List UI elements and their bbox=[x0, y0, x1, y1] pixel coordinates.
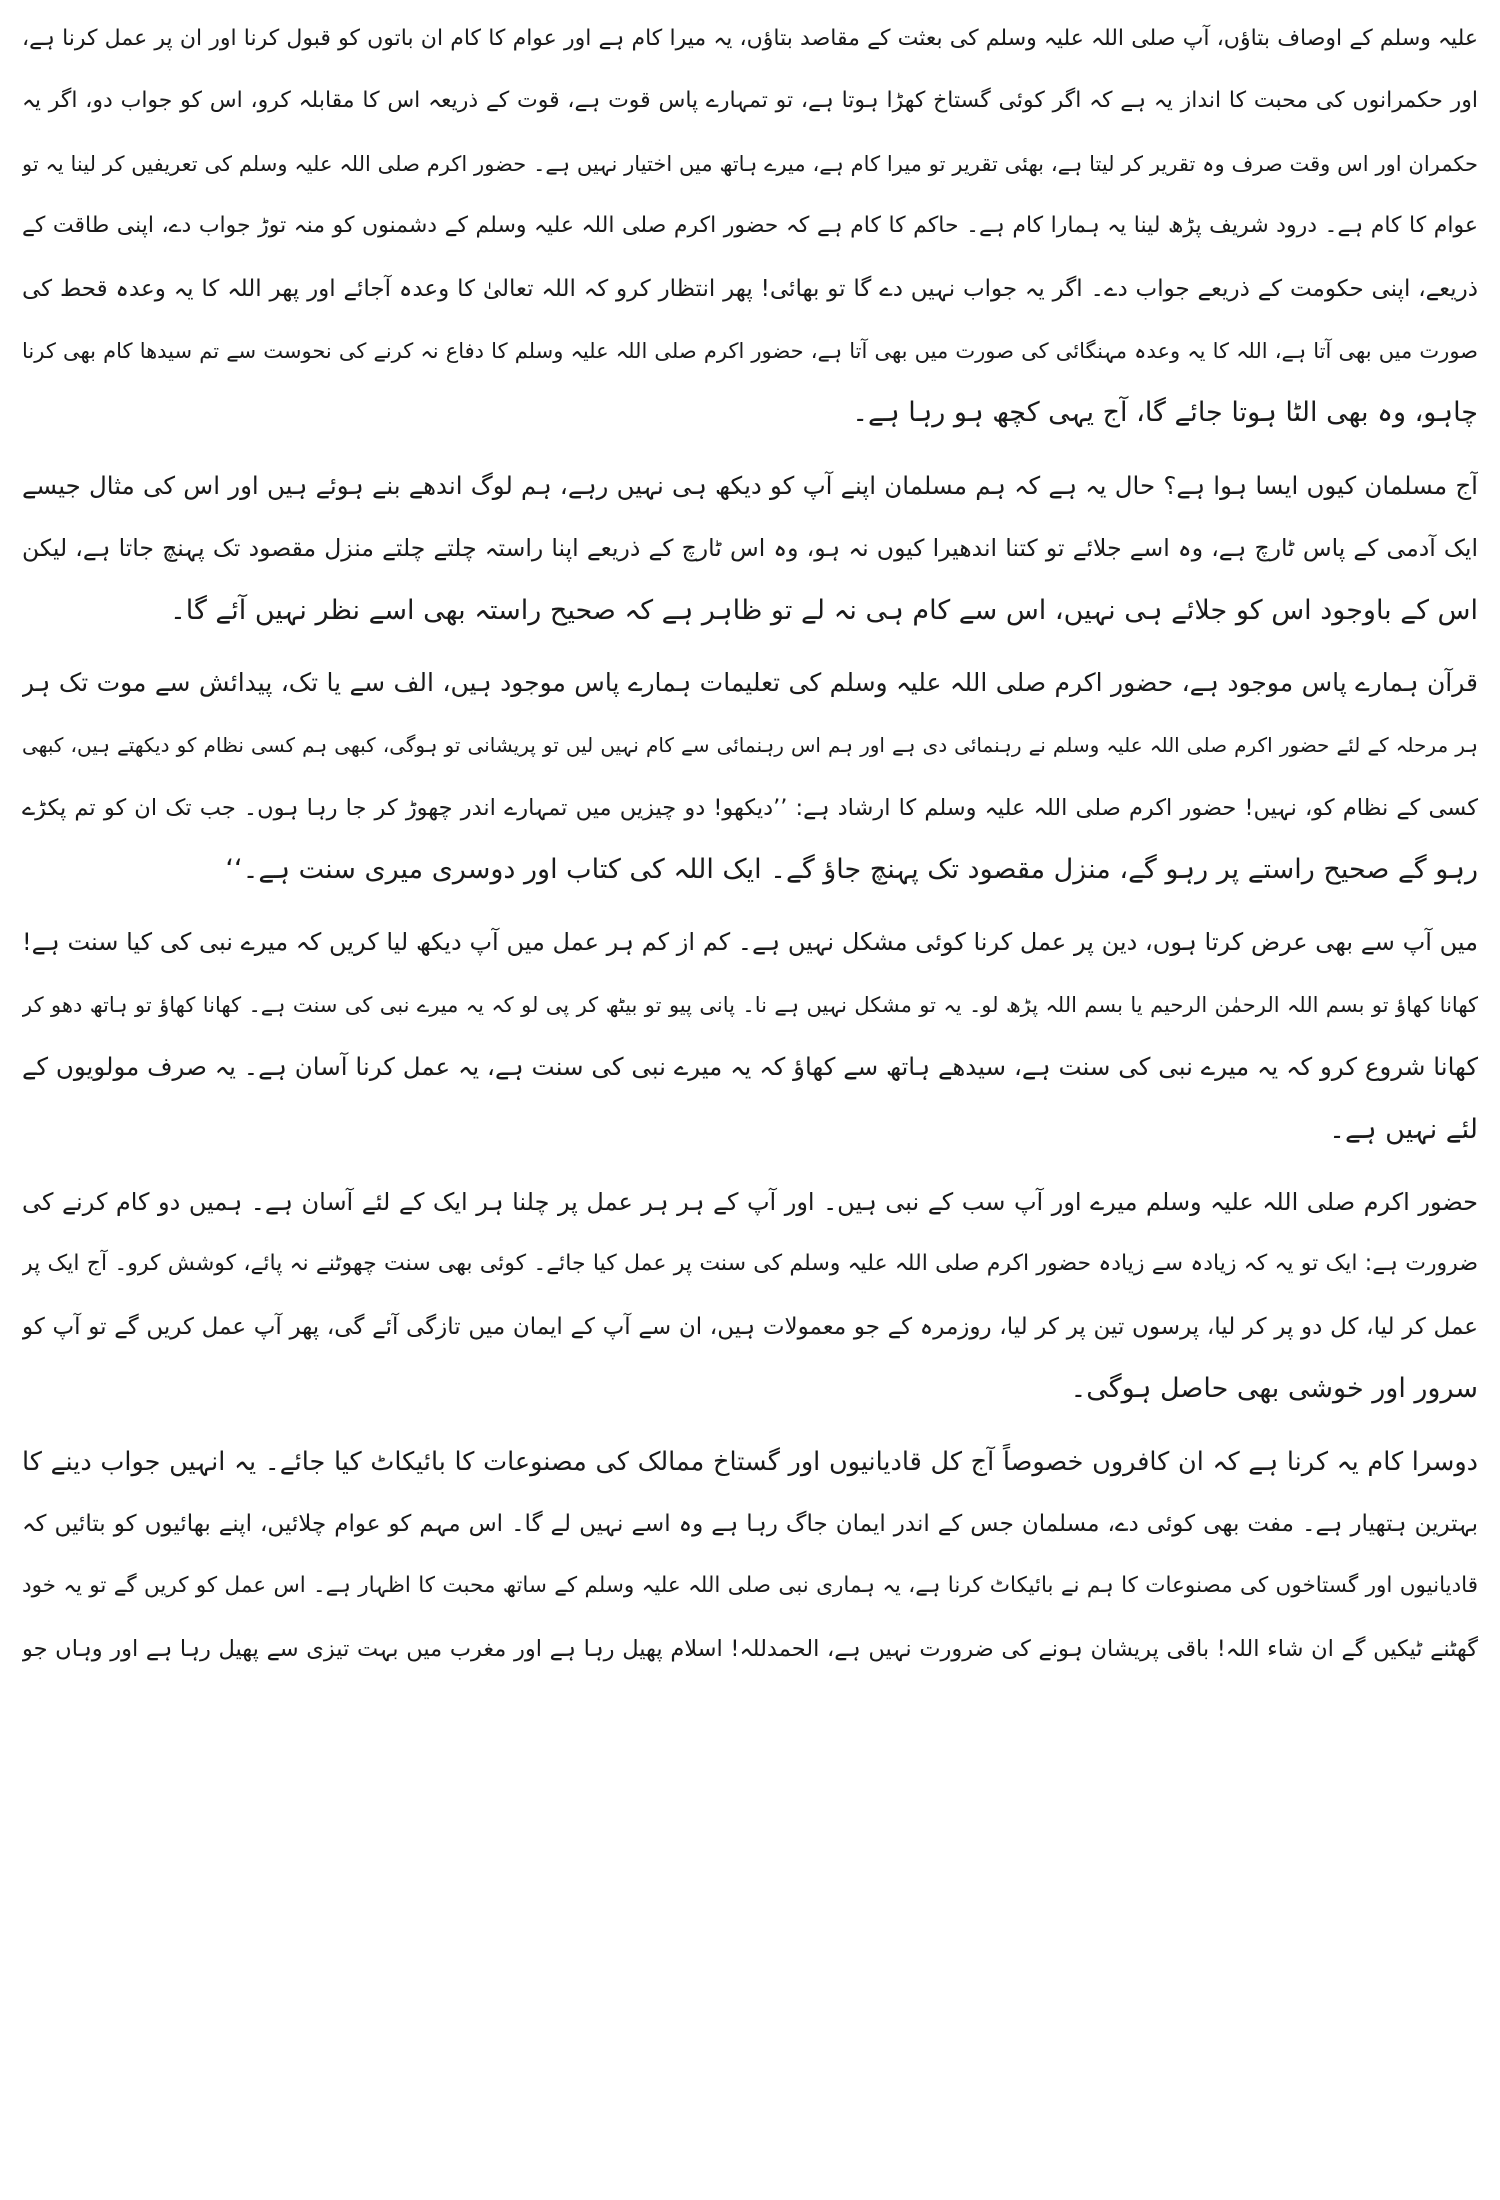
paragraph-5 bbox=[22, 1171, 1478, 1421]
text-line: قادیانیوں اور گستاخوں کی مصنوعات کا ہم نے بائیکاٹ کرنا ہے، یہ ہماری نبی صلی اللہ علیہ وسلم کے ساتھ محبت کا اظہار ہے۔ اس عمل کو کریں گے تو یہ خود bbox=[22, 1573, 1478, 1599]
text-line: صورت میں بھی آتا ہے، اللہ کا یہ وعدہ مہنگائی کی صورت میں بھی آتا ہے، حضور اکرم صلی اللہ علیہ وسلم کا دفاع نہ کرنے کی نحوست سے تم سیدھا کام بھی کرنا bbox=[22, 338, 1478, 363]
text-line: دوسرا کام یہ کرنا ہے کہ ان کافروں خصوصاً آج کل قادیانیوں اور گستاخ ممالک کی مصنوعات کا بائیکاٹ کیا جائے۔ یہ انہیں جواب دینے کا bbox=[22, 1446, 1478, 1477]
text-line: لئے نہیں ہے۔ bbox=[1329, 1113, 1478, 1145]
text-line: رہو گے صحیح راستے پر رہو گے، منزل مقصود تک پہنچ جاؤ گے۔ ایک اللہ کی کتاب اور دوسری میری سنت ہے۔‘‘ bbox=[225, 854, 1478, 886]
text-line: حضور اکرم صلی اللہ علیہ وسلم میرے اور آپ سب کے نبی ہیں۔ اور آپ کے ہر ہر عمل پر چلنا ہر ایک کے لئے آسان ہے۔ ہمیں دو کام کرنے کی bbox=[22, 1188, 1478, 1217]
text-line: کھانا کھاؤ تو بسم اللہ الرحمٰن الرحیم یا بسم اللہ پڑھ لو۔ یہ تو مشکل نہیں ہے نا۔ پانی پیو تو بیٹھ کر پی لو کہ یہ میرے نبی کی سنت ہے۔ کھانا کھاؤ تو ہاتھ دھو کر bbox=[22, 992, 1478, 1017]
text-line: کھانا شروع کرو کہ یہ میرے نبی کی سنت ہے، سیدھے ہاتھ سے کھاؤ کہ یہ میرے نبی کی سنت ہے، یہ عمل کرنا آسان ہے۔ یہ صرف مولویوں کے bbox=[22, 1052, 1478, 1082]
text-line: عوام کا کام ہے۔ درود شریف پڑھ لینا یہ ہمارا کام ہے۔ حاکم کا کام ہے کہ حضور اکرم صلی اللہ علیہ وسلم کے دشمنوں کو منہ توڑ جواب دے، اپنی طاقت کے bbox=[22, 213, 1478, 239]
text-line: اور حکمرانوں کی محبت کا انداز یہ ہے کہ اگر کوئی گستاخ کھڑا ہوتا ہے، تو تمہارے پاس قوت ہے، قوت کے ذریعہ اس کا مقابلہ کرو، اس کو جواب دو، اگر یہ bbox=[22, 88, 1478, 114]
text-line: ہر مرحلہ کے لئے حضور اکرم صلی اللہ علیہ وسلم نے رہنمائی دی ہے اور ہم اس رہنمائی سے کام نہیں لیں تو پریشانی تو ہوگی، کبھی ہم کسی نظام کو دیکھتے ہیں، کبھی bbox=[22, 733, 1478, 758]
text-line: اس کے باوجود اس کو جلائے ہی نہیں، اس سے کام ہی نہ لے تو ظاہر ہے کہ صحیح راستہ بھی اسے نظر نہیں آئے گا۔ bbox=[169, 594, 1478, 626]
text-line: عمل کر لیا، کل دو پر کر لیا، پرسوں تین پر کر لیا، روزمرہ کے جو معمولات ہیں، ان سے آپ کے ایمان میں تازگی آئے گی، پھر آپ عمل کریں گے تو آپ کو bbox=[22, 1313, 1478, 1340]
paragraph-4 bbox=[22, 911, 1478, 1161]
paragraph-3 bbox=[22, 652, 1478, 902]
text-line: میں آپ سے بھی عرض کرتا ہوں، دین پر عمل کرنا کوئی مشکل نہیں ہے۔ کم از کم ہر عمل میں آپ دیکھ لیا کریں کہ میرے نبی کی کیا سنت ہے! bbox=[22, 928, 1478, 957]
paragraph-2 bbox=[22, 455, 1478, 642]
text-line: بہترین ہتھیار ہے۔ مفت بھی کوئی دے، مسلمان جس کے اندر ایمان جاگ رہا ہے وہ اسے نہیں لے گا۔ اس مہم کو عوام چلائیں، اپنے بھائیوں کو بتائیں کہ bbox=[22, 1510, 1478, 1537]
text-line: حکمران اور اس وقت صرف وہ تقریر کر لیتا ہے، بھئی تقریر تو میرا کام ہے، میرے ہاتھ میں اختیار نہیں ہے۔ حضور اکرم صلی اللہ علیہ وسلم کی تعریفیں کر لینا یہ تو bbox=[22, 151, 1478, 176]
paragraph-6 bbox=[22, 1431, 1478, 1681]
text-line: علیہ وسلم کے اوصاف بتاؤں، آپ صلی اللہ علیہ وسلم کی بعثت کے مقاصد بتاؤں، یہ میرا کام ہے اور عوام کا کام ان باتوں کو قبول کرنا اور ان پر عمل کرنا ہے، bbox=[22, 26, 1478, 51]
text-line: ذریعے، اپنی حکومت کے ذریعے جواب دے۔ اگر یہ جواب نہیں دے گا تو بھائی! پھر انتظار کرو کہ اللہ تعالیٰ کا وعدہ آجائے اور پھر اللہ کا یہ وعدہ قحط کی bbox=[22, 275, 1478, 302]
text-line: ایک آدمی کے پاس ٹارچ ہے، وہ اسے جلائے تو کتنا اندھیرا کیوں نہ ہو، وہ اس ٹارچ کے ذریعے اپنا راستہ چلتے چلتے منزل مقصود تک پہنچ جاتا ہے، لیکن bbox=[22, 534, 1478, 563]
text-line: چاہو، وہ بھی الٹا ہوتا جائے گا، آج یہی کچھ ہو رہا ہے۔ bbox=[852, 397, 1478, 429]
text-line: گھٹنے ٹیکیں گے ان شاء اللہ! باقی پریشان ہونے کی ضرورت نہیں ہے، الحمدللہ! اسلام پھیل رہا ہے اور مغرب میں بہت تیزی سے پھیل رہا ہے اور وہاں جو bbox=[22, 1635, 1478, 1662]
text-line: قرآن ہمارے پاس موجود ہے، حضور اکرم صلی اللہ علیہ وسلم کی تعلیمات ہمارے پاس موجود ہیں، الف سے یا تک، پیدائش سے موت تک ہر bbox=[22, 667, 1478, 697]
text-line: سرور اور خوشی بھی حاصل ہوگی۔ bbox=[1070, 1373, 1478, 1405]
article-page bbox=[22, 8, 1478, 2192]
text-line: کسی کے نظام کو، نہیں! حضور اکرم صلی اللہ علیہ وسلم کا ارشاد ہے: ’’دیکھو! دو چیزیں میں تمہارے اندر چھوڑ کر جا رہا ہوں۔ جب تک ان کو تم پکڑے bbox=[22, 794, 1478, 821]
text-line: ضرورت ہے: ایک تو یہ کہ زیادہ سے زیادہ حضور اکرم صلی اللہ علیہ وسلم کی سنت پر عمل کیا جائے۔ کوئی بھی سنت چھوٹنے نہ پائے، کوشش کرو۔ آج ایک پر bbox=[22, 1251, 1478, 1277]
paragraph-1 bbox=[22, 8, 1478, 445]
text-line: آج مسلمان کیوں ایسا ہوا ہے؟ حال یہ ہے کہ ہم مسلمان اپنے آپ کو دیکھ ہی نہیں رہے، ہم لوگ اندھے بنے ہوئے ہیں اور اس کی مثال جیسے bbox=[22, 470, 1478, 500]
